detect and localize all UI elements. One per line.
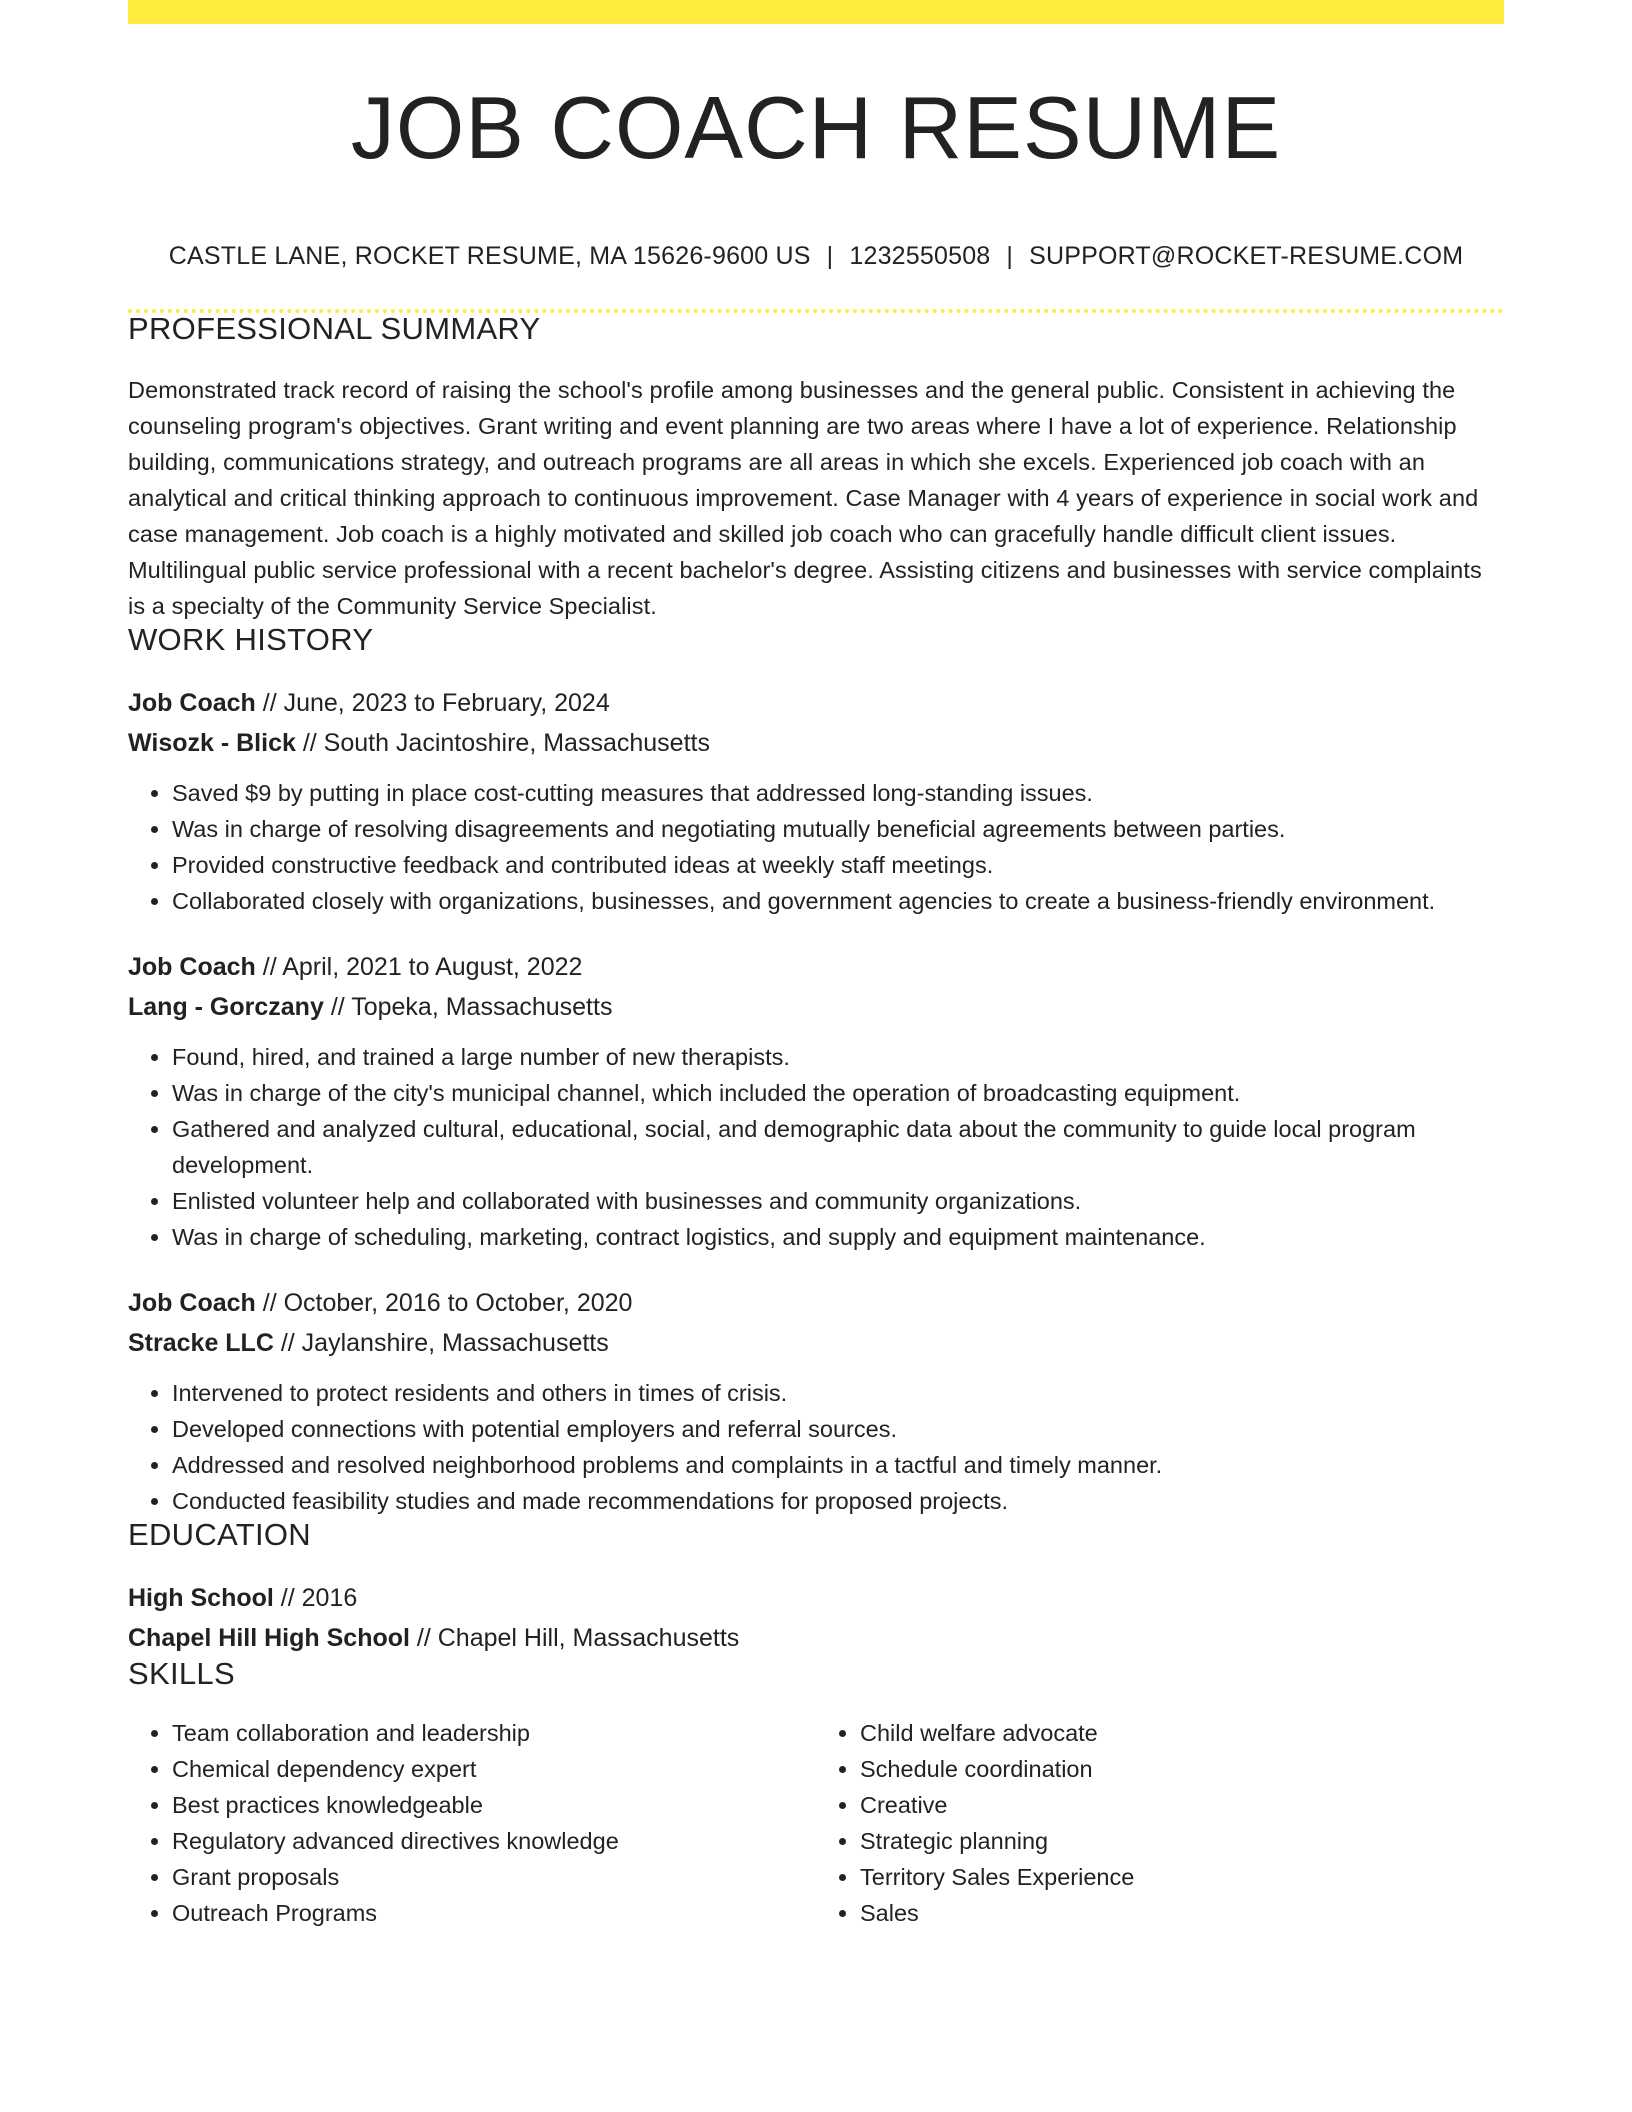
skill-item: • Chemical dependency expert [172, 1751, 816, 1787]
job-title-line [128, 1283, 1504, 1323]
skill-item: • Outreach Programs [172, 1895, 816, 1931]
job-bullet: • Collaborated closely with organizations, businesses, and government agencies to create a business-friendly environment. [172, 883, 1504, 919]
job-title: Job Coach [128, 1289, 256, 1317]
job-title: Job Coach [128, 689, 256, 717]
job-location: // Jaylanshire, Massachusetts [273, 1329, 609, 1357]
skill-item: • Territory Sales Experience [860, 1859, 1504, 1895]
education-entry [128, 1578, 1504, 1658]
contact-email: SUPPORT@ROCKET-RESUME.COM [1029, 242, 1464, 270]
skill-item: • Strategic planning [860, 1823, 1504, 1859]
skill-item: • Creative [860, 1787, 1504, 1823]
job-bullet: • Was in charge of scheduling, marketing, contract logistics, and supply and equipment maintenance. [172, 1219, 1504, 1255]
education-school-line [128, 1618, 1504, 1658]
skills-right-list [816, 1715, 1504, 1931]
skill-item: • Regulatory advanced directives knowledge [172, 1823, 816, 1859]
contact-separator: | [826, 242, 834, 270]
contact-address: CASTLE LANE, ROCKET RESUME, MA 15626-9600 US [168, 242, 811, 270]
skill-item: • Team collaboration and leadership [172, 1715, 816, 1751]
job-bullets [128, 775, 1504, 919]
job-bullet: • Found, hired, and trained a large number of new therapists. [172, 1039, 1504, 1075]
skills-left-list [128, 1715, 816, 1931]
job-bullet: • Enlisted volunteer help and collaborated with businesses and community organizations. [172, 1183, 1504, 1219]
education-school: Chapel Hill High School [128, 1624, 410, 1652]
job-bullet: • Addressed and resolved neighborhood problems and complaints in a tactful and timely manner. [172, 1447, 1504, 1483]
education-degree-line [128, 1578, 1504, 1618]
job-company-line [128, 987, 1504, 1027]
job-location: // Topeka, Massachusetts [323, 993, 613, 1021]
contact-separator: | [1006, 242, 1014, 270]
contact-line [128, 244, 1504, 269]
job-entry [128, 683, 1504, 919]
accent-top-bar [128, 0, 1504, 24]
education-year: // 2016 [273, 1584, 358, 1612]
job-title: Job Coach [128, 953, 256, 981]
job-bullet: • Was in charge of the city's municipal channel, which included the operation of broadcasting equipment. [172, 1075, 1504, 1111]
job-bullet: • Provided constructive feedback and contributed ideas at weekly staff meetings. [172, 847, 1504, 883]
skills-heading: SKILLS [128, 1656, 235, 1691]
job-company: Lang - Gorczany [128, 993, 324, 1021]
job-company: Wisozk - Blick [128, 729, 296, 757]
skills-columns [128, 1715, 1504, 1931]
work-history-heading: WORK HISTORY [128, 622, 374, 657]
job-bullets [128, 1375, 1504, 1519]
job-title-line [128, 683, 1504, 723]
education-heading: EDUCATION [128, 1517, 311, 1552]
job-dates: // June, 2023 to February, 2024 [255, 689, 610, 717]
work-history-list [128, 683, 1504, 1519]
job-company: Stracke LLC [128, 1329, 274, 1357]
job-bullet: • Developed connections with potential employers and referral sources. [172, 1411, 1504, 1447]
skill-item: • Sales [860, 1895, 1504, 1931]
resume-page [128, 0, 1504, 1931]
job-bullet: • Was in charge of resolving disagreements and negotiating mutually beneficial agreements between parties. [172, 811, 1504, 847]
job-bullet: • Gathered and analyzed cultural, educational, social, and demographic data about the community to guide local program development. [172, 1111, 1504, 1183]
job-bullet: • Intervened to protect residents and others in times of crisis. [172, 1375, 1504, 1411]
job-bullets [128, 1039, 1504, 1255]
job-company-line [128, 1323, 1504, 1363]
skill-item: • Child welfare advocate [860, 1715, 1504, 1751]
skill-item: • Schedule coordination [860, 1751, 1504, 1787]
job-bullet: • Conducted feasibility studies and made recommendations for proposed projects. [172, 1483, 1504, 1519]
job-company-line [128, 723, 1504, 763]
contact-phone: 1232550508 [849, 242, 991, 270]
skill-item: • Best practices knowledgeable [172, 1787, 816, 1823]
resume-title: JOB COACH RESUME [350, 78, 1282, 177]
job-location: // South Jacintoshire, Massachusetts [295, 729, 710, 757]
education-degree: High School [128, 1584, 274, 1612]
job-entry [128, 1283, 1504, 1519]
skill-item: • Grant proposals [172, 1859, 816, 1895]
job-bullet: • Saved $9 by putting in place cost-cutting measures that addressed long-standing issues. [172, 775, 1504, 811]
education-location: // Chapel Hill, Massachusetts [409, 1624, 740, 1652]
job-dates: // April, 2021 to August, 2022 [255, 953, 583, 981]
summary-text: Demonstrated track record of raising the school's profile among businesses and the general public. Consistent in achieving the counseling program's objectives. Grant writing and event planning are two areas where I have a lot of experience. Relationship building, communications strategy, and outreach programs are all areas in which she excels. Experienced job coach with an analytical and critical thinking approach to continuous improvement. Case Manager with 4 years of experience in social work and case management. Job coach is a highly motivated and skilled job coach who can gracefully handle difficult client issues. Multilingual public service professional with a recent bachelor's degree. Assisting citizens and businesses with service complaints is a specialty of the Community Service Specialist. [128, 377, 1482, 619]
job-title-line [128, 947, 1504, 987]
job-entry [128, 947, 1504, 1255]
job-dates: // October, 2016 to October, 2020 [255, 1289, 633, 1317]
summary-heading: PROFESSIONAL SUMMARY [128, 311, 541, 346]
